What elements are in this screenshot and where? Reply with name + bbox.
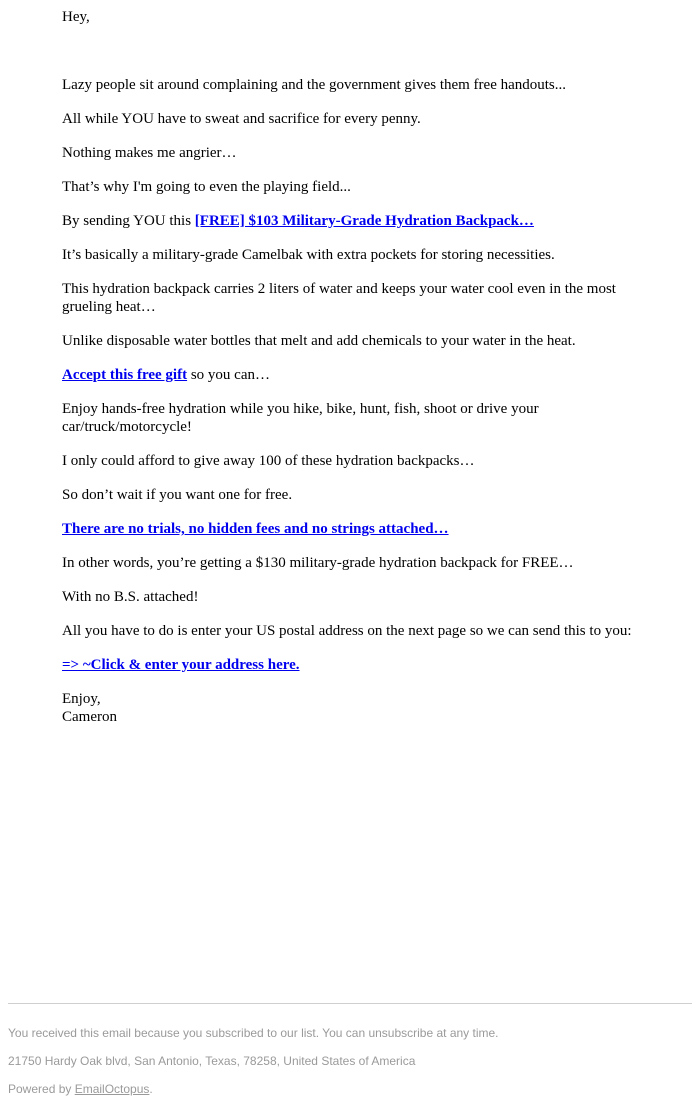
- free-backpack-link[interactable]: [FREE] $103 Military-Grade Hydration Backpack…: [194, 213, 534, 229]
- powered-by: [8, 1081, 692, 1109]
- sign-off: Enjoy,: [62, 691, 101, 707]
- greeting: Hey,: [62, 9, 90, 25]
- email-footer: [8, 1003, 692, 1109]
- enter-address-link[interactable]: => ~Click & enter your address here.: [62, 657, 300, 673]
- paragraph-handouts: Lazy people sit around complaining and the government gives them free handouts...: [62, 77, 567, 93]
- paragraph-camelbak: It’s basically a military-grade Camelbak with extra pockets for storing necessities.: [62, 247, 555, 263]
- no-trials-link[interactable]: There are no trials, no hidden fees and no strings attached…: [62, 521, 449, 537]
- emailoctopus-link[interactable]: EmailOctopus: [74, 1082, 150, 1096]
- powered-by-suffix: .: [149, 1082, 153, 1096]
- signature: Cameron: [62, 709, 117, 725]
- sender-address: 21750 Hardy Oak blvd, San Antonio, Texas, 78258, United States of America: [8, 1054, 416, 1068]
- paragraph-hands-free: Enjoy hands-free hydration while you hike, bike, hunt, fish, shoot or drive your car/truck/motorcycle!: [62, 401, 539, 435]
- subscription-notice: You received this email because you subscribed to our list. You can unsubscribe at any time.: [8, 1026, 499, 1040]
- paragraph-click-enter: [62, 656, 652, 674]
- accept-gift-link[interactable]: Accept this free gift: [62, 367, 188, 383]
- paragraph-sweat: All while YOU have to sweat and sacrifice for every penny.: [62, 111, 421, 127]
- paragraph-accept-suffix: so you can…: [187, 367, 270, 383]
- paragraph-sending: [62, 212, 652, 230]
- paragraph-dont-wait: So don’t wait if you want one for free.: [62, 487, 293, 503]
- paragraph-no-bs: With no B.S. attached!: [62, 589, 199, 605]
- paragraph-angrier: Nothing makes me angrier…: [62, 145, 237, 161]
- paragraph-liters: This hydration backpack carries 2 liters of water and keeps your water cool even in the most grueling heat…: [62, 281, 616, 315]
- paragraph-no-trials: [62, 520, 652, 538]
- paragraph-playing-field: That’s why I'm going to even the playing field...: [62, 179, 351, 195]
- paragraph-afford: I only could afford to give away 100 of these hydration backpacks…: [62, 453, 475, 469]
- email-body: [62, 0, 652, 726]
- paragraph-accept: [62, 366, 652, 384]
- paragraph-postal: All you have to do is enter your US postal address on the next page so we can send this to you:: [62, 623, 632, 639]
- paragraph-sending-prefix: By sending YOU this: [62, 213, 195, 229]
- spacer: [62, 26, 652, 76]
- powered-by-prefix: Powered by: [8, 1082, 75, 1096]
- paragraph-disposable: Unlike disposable water bottles that melt and add chemicals to your water in the heat.: [62, 333, 576, 349]
- paragraph-other-words: In other words, you’re getting a $130 military-grade hydration backpack for FREE…: [62, 555, 574, 571]
